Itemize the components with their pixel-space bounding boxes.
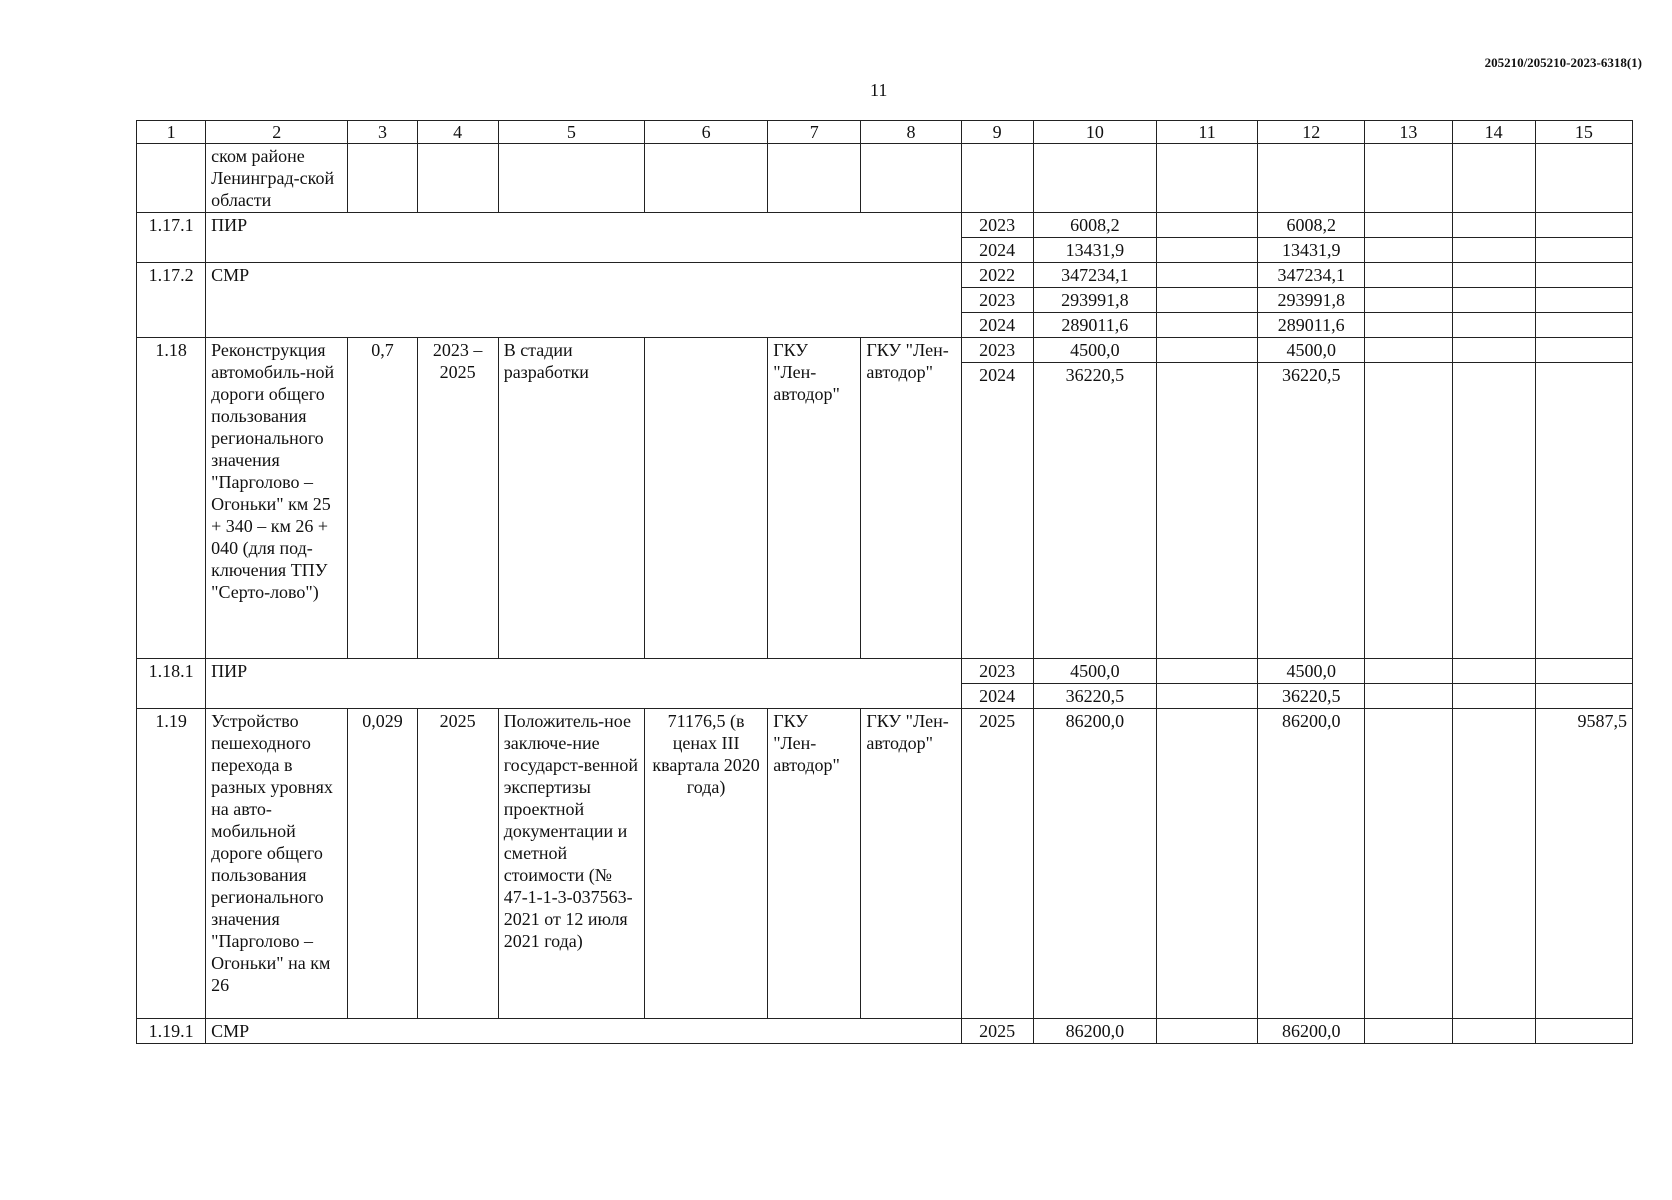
year: 2024 (961, 238, 1033, 263)
amount-total: 13431,9 (1033, 238, 1156, 263)
col-header: 3 (348, 121, 417, 144)
project-status: Положитель-ное заключе-ние государст-венной экспертизы проектной документации и сметной стоимости (№ 47-1-1-3-037563-2021 от 12 июля 2021 года) (498, 709, 644, 1019)
period: 2023 – 2025 (417, 338, 498, 659)
col-header: 9 (961, 121, 1033, 144)
row-label: ПИР (206, 213, 961, 263)
amount-budget: 36220,5 (1258, 684, 1365, 709)
amount-budget: 347234,1 (1258, 263, 1365, 288)
table-row (137, 1019, 1633, 1044)
col-header: 14 (1452, 121, 1535, 144)
year: 2024 (961, 684, 1033, 709)
year: 2023 (961, 338, 1033, 363)
row-id: 1.19 (137, 709, 206, 1019)
year: 2023 (961, 213, 1033, 238)
table-row (137, 263, 1633, 288)
customer: ГКУ "Лен-автодор" (768, 709, 861, 1019)
year: 2023 (961, 659, 1033, 684)
object-name: ском районе Ленинград-ской области (206, 144, 348, 213)
year: 2025 (961, 1019, 1033, 1044)
page-number: 11 (870, 80, 888, 100)
object-name: Устройство пешеходного перехода в разных уровнях на авто-мобильной дороге общего пользования регионального значения "Парголово – Огоньки" на км 26 (206, 709, 348, 1019)
row-label: ПИР (206, 659, 961, 709)
developer: ГКУ "Лен-автодор" (861, 709, 961, 1019)
amount-total: 6008,2 (1033, 213, 1156, 238)
row-id: 1.17.2 (137, 263, 206, 338)
year: 2022 (961, 263, 1033, 288)
amount-total: 86200,0 (1033, 1019, 1156, 1044)
amount-budget: 4500,0 (1258, 338, 1365, 363)
amount-budget: 6008,2 (1258, 213, 1365, 238)
amount-budget: 36220,5 (1258, 363, 1365, 659)
amount-budget: 289011,6 (1258, 313, 1365, 338)
col-header: 10 (1033, 121, 1156, 144)
year: 2024 (961, 313, 1033, 338)
col-header: 15 (1535, 121, 1632, 144)
col-header: 2 (206, 121, 348, 144)
period: 2025 (417, 709, 498, 1019)
column-number-row (137, 121, 1633, 144)
amount-other: 9587,5 (1535, 709, 1632, 1019)
data-table (136, 120, 1633, 1044)
developer: ГКУ "Лен-автодор" (861, 338, 961, 659)
col-header: 13 (1365, 121, 1452, 144)
col-header: 12 (1258, 121, 1365, 144)
table-row (137, 144, 1633, 213)
amount-total: 36220,5 (1033, 684, 1156, 709)
table-row (137, 709, 1633, 1019)
table-row (137, 338, 1633, 363)
col-header: 6 (644, 121, 767, 144)
project-status: В стадии разработки (498, 338, 644, 659)
year: 2025 (961, 709, 1033, 1019)
year: 2024 (961, 363, 1033, 659)
amount-total: 347234,1 (1033, 263, 1156, 288)
table-row (137, 213, 1633, 238)
amount-total: 36220,5 (1033, 363, 1156, 659)
amount-total: 4500,0 (1033, 338, 1156, 363)
amount-total: 86200,0 (1033, 709, 1156, 1019)
row-id: 1.18 (137, 338, 206, 659)
row-label: СМР (206, 1019, 961, 1044)
amount-total: 293991,8 (1033, 288, 1156, 313)
capacity: 0,7 (348, 338, 417, 659)
row-id: 1.18.1 (137, 659, 206, 709)
document-id: 205210/205210-2023-6318(1) (1484, 55, 1642, 70)
amount-budget: 293991,8 (1258, 288, 1365, 313)
table-row (137, 659, 1633, 684)
amount-budget: 13431,9 (1258, 238, 1365, 263)
col-header: 4 (417, 121, 498, 144)
amount-total: 289011,6 (1033, 313, 1156, 338)
object-name: Реконструкция автомобиль-ной дороги общего пользования регионального значения "Парголово – Огоньки" км 25 + 340 – км 26 + 040 (для под-ключения ТПУ "Серто-лово") (206, 338, 348, 659)
amount-budget: 4500,0 (1258, 659, 1365, 684)
amount-budget: 86200,0 (1258, 1019, 1365, 1044)
customer: ГКУ "Лен-автодор" (768, 338, 861, 659)
row-label: СМР (206, 263, 961, 338)
capacity: 0,029 (348, 709, 417, 1019)
year: 2023 (961, 288, 1033, 313)
col-header: 8 (861, 121, 961, 144)
col-header: 1 (137, 121, 206, 144)
estimated-cost: 71176,5 (в ценах III квартала 2020 года) (644, 709, 767, 1019)
col-header: 7 (768, 121, 861, 144)
row-id: 1.17.1 (137, 213, 206, 263)
row-id: 1.19.1 (137, 1019, 206, 1044)
col-header: 5 (498, 121, 644, 144)
amount-budget: 86200,0 (1258, 709, 1365, 1019)
amount-total: 4500,0 (1033, 659, 1156, 684)
col-header: 11 (1156, 121, 1257, 144)
